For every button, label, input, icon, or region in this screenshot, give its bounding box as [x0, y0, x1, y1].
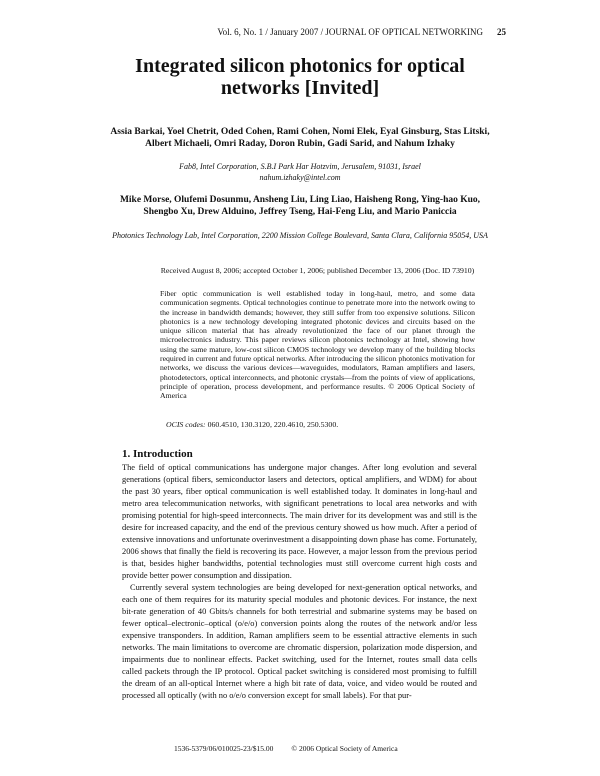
body-text [122, 462, 477, 702]
affiliation-1-email: nahum.izhaky@intel.com [259, 172, 341, 182]
affiliation-2: Photonics Technology Lab, Intel Corporation, 2200 Mission College Boulevard, Santa Clara, California 95054, USA [112, 231, 488, 240]
author-list-1: Assia Barkai, Yoel Chetrit, Oded Cohen, Rami Cohen, Nomi Elek, Eyal Ginsburg, Stas Litski, Albert Michaeli, Omri Raday, Doron Rubin, Gadi Sarid, and Nahum Izhaky [110, 127, 490, 149]
journal-line: Vol. 6, No. 1 / January 2007 / JOURNAL OF OPTICAL NETWORKING [217, 27, 483, 37]
running-header [120, 27, 506, 37]
abstract: Fiber optic communication is well established today in long-haul, metro, and some data communication segments. Optical technologies continue to penetrate more into the network owing to the increase in bandwidth demands; however, they still suffer from too expensive solutions. Silicon photonics is a new technology developing integrated photonic devices and circuits based on the unique silicon material that has already revolutionized the face of our planet through the microelectronics industry. This paper reviews silicon photonics technology at Intel, showing how using the same mature, low-cost silicon CMOS technology we develop many of the building blocks required in current and future optical networks. After introducing the silicon photonics motivation for networks, we discuss the various devices—waveguides, modulators, Raman amplifiers and lasers, photodetectors, optical interconnects, and photonic crystals—from the points of view of applications, principle of operation, process development, and performance results. © 2006 Optical Society of America [160, 289, 475, 401]
page-number: 25 [497, 27, 506, 37]
received-dates: Received August 8, 2006; accepted October 1, 2006; published December 13, 2006 (Doc. ID 73910) [160, 266, 475, 275]
ocis-values: 060.4510, 130.3120, 220.4610, 250.5300. [207, 420, 339, 429]
ocis-codes [166, 420, 475, 430]
paper-title: Integrated silicon photonics for optical networks [Invited] [135, 55, 465, 99]
page-footer [174, 744, 474, 753]
affiliation-1-address: Fab8, Intel Corporation, S.B.I Park Har Hotzvim, Jerusalem, 91031, Israel [179, 162, 421, 171]
section-heading: 1. Introduction [122, 448, 193, 460]
author-list-2: Mike Morse, Olufemi Dosunmu, Ansheng Liu, Ling Liao, Haisheng Rong, Ying-hao Kuo, Shengbo Xu, Drew Alduino, Jeffrey Tseng, Hai-Feng Liu, and Mario Paniccia [119, 195, 481, 217]
ocis-label: OCIS codes: [166, 420, 206, 429]
footer-copyright: © 2006 Optical Society of America [291, 744, 398, 753]
footer-code: 1536-5379/06/010025-23/$15.00 [174, 744, 274, 753]
paragraph: Currently several system technologies are being developed for next-generation optical networks, and each one of them requires for its maturity special modules and photonic devices. For instance, the next bit-rate generation of 40 Gbits/s channels for both terrestrial and submarine systems may be based on fewer optical–electronic–optical (o/e/o) conversion points along the routes of the network and/or less expensive transponders. In addition, Raman amplifiers seem to be essential attractive elements in such networks. The main limitations to overcome are chromatic dispersion, polarization mode dispersion, and impairments due to nonlinear effects. Packet switching, used for the Internet, routes small data cells called packets through the IP protocol. Optical packet switching is considered most promising to fulfill the dream of an all-optical Internet where a high bit rate of data, voice, and video would be routed and processed all optically (with no o/e/o conversion except for small labels). For that pur- [122, 583, 477, 700]
paragraph: The field of optical communications has undergone major changes. After long evolution and several generations (optical fibers, semiconductor lasers and detectors, optical amplifiers, and WDM) for about the past 30 years, fiber optical communication is well established today. It dominates in long-haul and metro area telecommunication networks, with significant penetrations to local area networks and with promising potential for high-speed interconnects. The main driver for its development was and still is the desire for increased capacity, and the end of the previous century showed us how much. After a period of extensive innovations and unfortunate overinvestment a disappointing down phase has come. Fortunately, 2006 shows that finally the field is recovering its pace. However, a major lesson from the previous period is that, besides higher bandwidths, potential technologies must still overcome current high costs and provide better power consumption and dissipation. [122, 463, 477, 580]
affiliation-1 [110, 162, 490, 183]
